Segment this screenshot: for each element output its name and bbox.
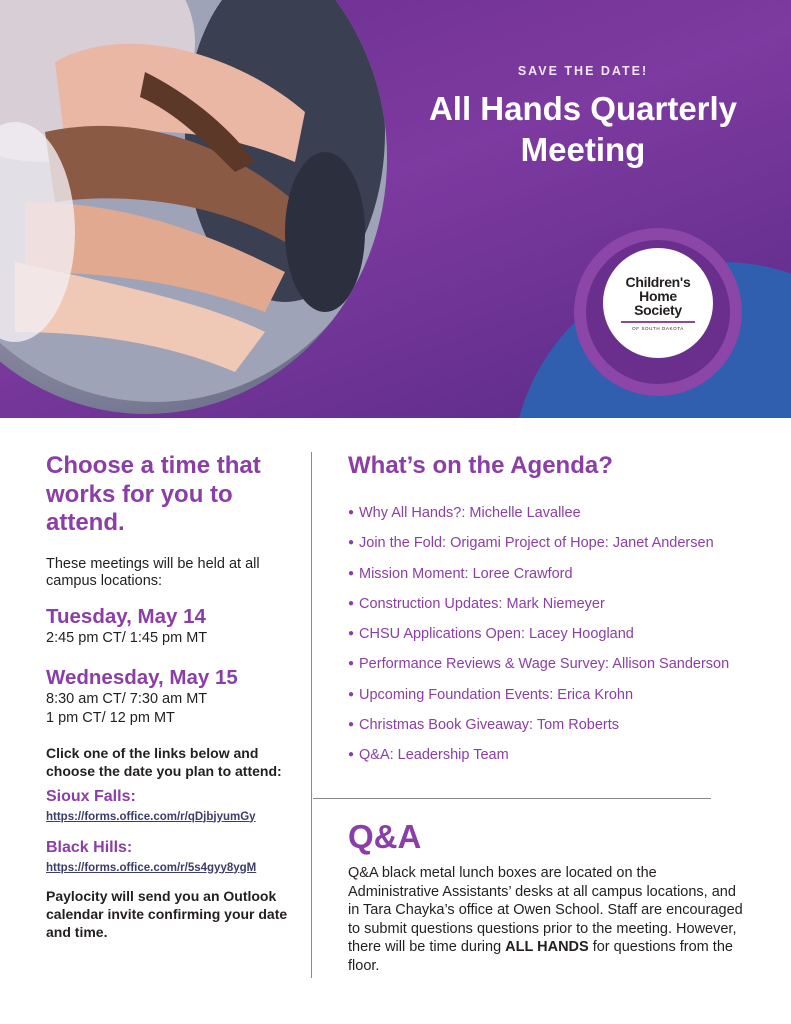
black-hills-block bbox=[46, 838, 296, 875]
day2-time-1: 8:30 am CT/ 7:30 am MT bbox=[46, 690, 208, 707]
qa-body bbox=[348, 864, 748, 975]
agenda-heading: What’s on the Agenda? bbox=[348, 452, 613, 479]
logo-line-3: Society bbox=[634, 302, 682, 318]
header-banner bbox=[0, 0, 791, 418]
agenda-item-text: Mission Moment: Loree Crawford bbox=[359, 565, 573, 582]
bullet-icon: ● bbox=[348, 749, 355, 761]
day2-label: Wednesday, May 15 bbox=[46, 665, 238, 689]
bullet-icon: ● bbox=[348, 688, 355, 700]
schedule-intro: These meetings will be held at all campus locations: bbox=[46, 555, 260, 589]
location-sioux-falls: Sioux Falls: bbox=[46, 787, 136, 805]
qa-body-text-2: for questions from the floor. bbox=[348, 939, 733, 974]
agenda-item-text: CHSU Applications Open: Lacey Hoogland bbox=[359, 626, 634, 643]
bullet-icon: ● bbox=[348, 567, 355, 579]
day2-time-2: 1 pm CT/ 12 pm MT bbox=[46, 709, 175, 726]
agenda-item bbox=[348, 619, 768, 649]
childrens-home-society-logo bbox=[603, 248, 713, 358]
qa-section bbox=[348, 818, 748, 975]
agenda-column bbox=[348, 452, 768, 771]
agenda-item-text: Construction Updates: Mark Niemeyer bbox=[359, 595, 605, 612]
logo-line-2: Home bbox=[639, 288, 677, 304]
stacked-hands-photo bbox=[0, 0, 387, 414]
save-the-date: SAVE THE DATE! bbox=[517, 64, 649, 78]
agenda-item-text: Q&A: Leadership Team bbox=[359, 747, 509, 764]
qa-body-bold: ALL HANDS bbox=[505, 939, 589, 955]
location-black-hills: Black Hills: bbox=[46, 838, 133, 856]
agenda-item-text: Performance Reviews & Wage Survey: Allison Sanderson bbox=[359, 656, 730, 673]
logo-subtitle: OF SOUTH DAKOTA bbox=[632, 326, 684, 331]
page-title: All Hands Quarterly Meeting bbox=[428, 90, 738, 168]
agenda-item-text: Christmas Book Giveaway: Tom Roberts bbox=[359, 717, 620, 734]
day1-time-1: 2:45 pm CT/ 1:45 pm MT bbox=[46, 629, 208, 646]
schedule-heading: Choose a time that works for you to attend. bbox=[46, 452, 261, 536]
agenda-item-text: Join the Fold: Origami Project of Hope: Janet Andersen bbox=[359, 535, 714, 552]
logo-rule bbox=[621, 321, 695, 323]
agenda-item bbox=[348, 740, 768, 770]
agenda-item bbox=[348, 498, 768, 528]
bullet-icon: ● bbox=[348, 658, 355, 670]
vertical-divider bbox=[311, 452, 312, 978]
bullet-icon: ● bbox=[348, 628, 355, 640]
agenda-item-text: Upcoming Foundation Events: Erica Krohn bbox=[359, 686, 634, 703]
qa-body-text-1: Q&A black metal lunch boxes are located on the Administrative Assistants’ desks at all campus locations, and in Tara Chayka’s office at Owen School. Staff are encouraged to submit questions questions prior to the meeting. However, there will be time during bbox=[348, 865, 743, 955]
agenda-item bbox=[348, 528, 768, 558]
paylocity-note: Paylocity will send you an Outlook calendar invite confirming your date and time. bbox=[46, 887, 288, 940]
agenda-item bbox=[348, 649, 768, 679]
click-instructions: Click one of the links below and choose the date you plan to attend: bbox=[46, 744, 282, 779]
bullet-icon: ● bbox=[348, 597, 355, 609]
sioux-falls-link[interactable]: https://forms.office.com/r/qDjbjyumGy bbox=[46, 810, 256, 823]
schedule-column bbox=[46, 452, 296, 941]
horizontal-divider bbox=[313, 798, 711, 799]
agenda-item bbox=[348, 589, 768, 619]
black-hills-link[interactable]: https://forms.office.com/r/5s4gyy8ygM bbox=[46, 861, 257, 874]
agenda-list bbox=[348, 498, 768, 771]
bullet-icon: ● bbox=[348, 719, 355, 731]
agenda-item bbox=[348, 710, 768, 740]
agenda-item bbox=[348, 680, 768, 710]
logo-line-1: Children's bbox=[625, 274, 691, 290]
bullet-icon: ● bbox=[348, 507, 355, 518]
qa-heading: Q&A bbox=[348, 818, 422, 855]
hands-illustration bbox=[0, 0, 387, 414]
bullet-icon: ● bbox=[348, 537, 355, 549]
agenda-item-text: Why All Hands?: Michelle Lavallee bbox=[359, 505, 581, 521]
day1-label: Tuesday, May 14 bbox=[46, 604, 206, 628]
agenda-item bbox=[348, 559, 768, 589]
